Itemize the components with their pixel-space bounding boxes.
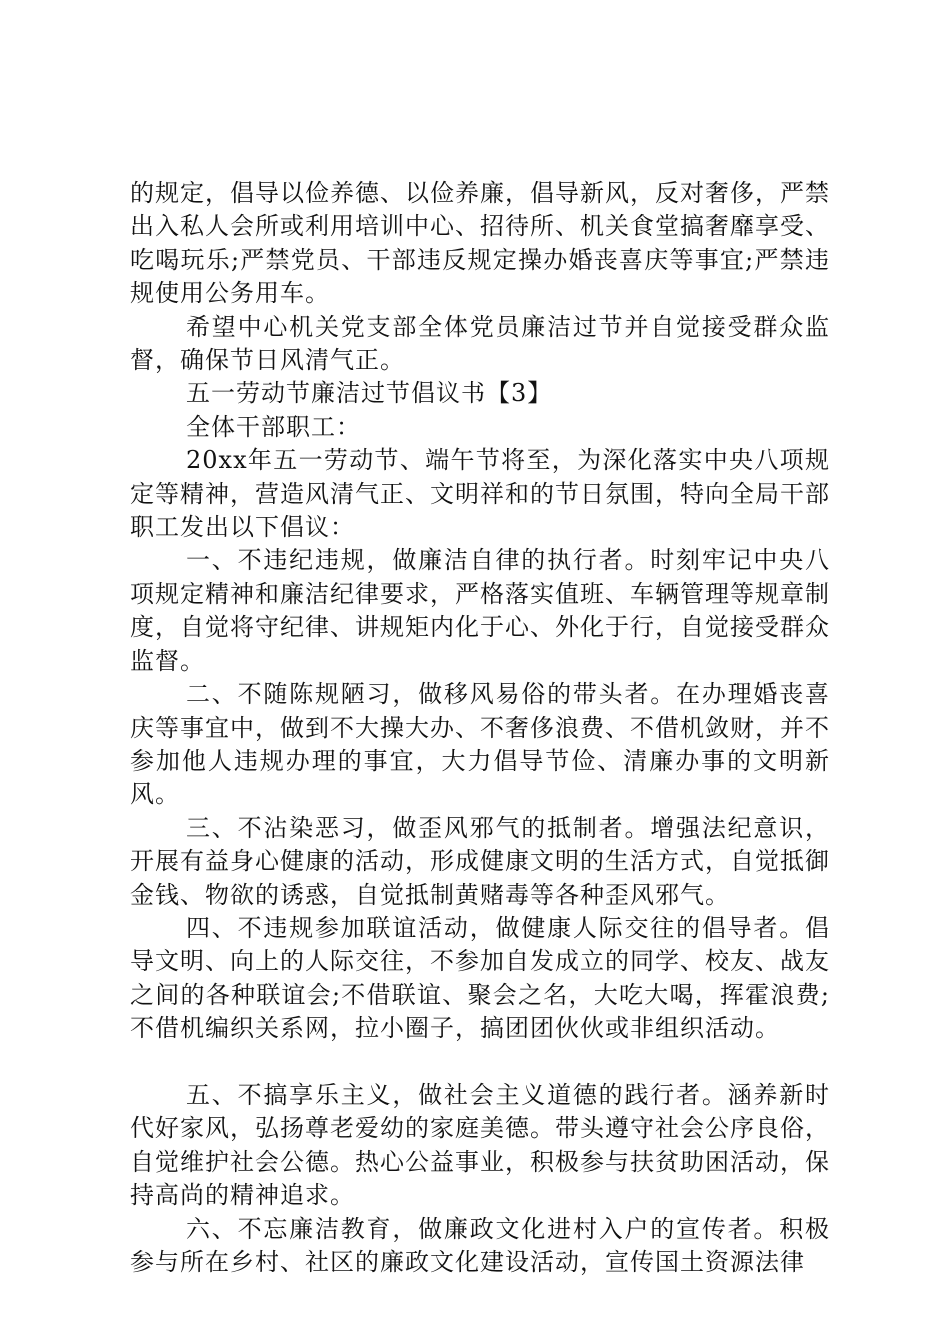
proposal-item-5: 五、不搞享乐主义，做社会主义道德的践行者。涵养新时代好家风，弘扬尊老爱幼的家庭美德。带头遵守社会公序良俗，自觉维护社会公德。热心公益事业，积极参与扶贫助困活动，保持高尚的精神追求。 — [130, 1080, 830, 1210]
document-body — [130, 177, 830, 1279]
paragraph-continuation: 的规定，倡导以俭养德、以俭养廉，倡导新风，反对奢侈，严禁出入私人会所或利用培训中心、招待所、机关食堂搞奢靡享受、吃喝玩乐;严禁党员、干部违反规定操办婚丧喜庆等事宜;严禁违规使用公务用车。 — [130, 179, 830, 308]
proposal-item-1: 一、不违纪违规，做廉洁自律的执行者。时刻牢记中央八项规定精神和廉洁纪律要求，严格落实值班、车辆管理等规章制度，自觉将守纪律、讲规矩内化于心、外化于行，自觉接受群众监督。 — [130, 546, 830, 675]
proposal-item-2: 二、不随陈规陋习，做移风易俗的带头者。在办理婚丧喜庆等事宜中，做到不大操大办、不奢侈浪费、不借机敛财，并不参加他人违规办理的事宜，大力倡导节俭、清廉办事的文明新风。 — [130, 680, 830, 809]
proposal-item-4: 四、不违规参加联谊活动，做健康人际交往的倡导者。倡导文明、向上的人际交往，不参加自发成立的同学、校友、战友之间的各种联谊会;不借联谊、聚会之名，大吃大喝，挥霍浪费;不借机编织关系网，拉小圈子，搞团团伙伙或非组织活动。 — [130, 913, 830, 1043]
paragraph-intro: 20xx年五一劳动节、端午节将至，为深化落实中央八项规定等精神，营造风清气正、文明祥和的节日氛围，特向全局干部职工发出以下倡议： — [130, 446, 830, 542]
proposal-item-6: 六、不忘廉洁教育，做廉政文化进村入户的宣传者。积极参与所在乡村、社区的廉政文化建设活动，宣传国土资源法律 — [130, 1214, 830, 1276]
paragraph-closing-wish: 希望中心机关党支部全体党员廉洁过节并自觉接受群众监督，确保节日风清气正。 — [130, 312, 830, 375]
salutation: 全体干部职工： — [186, 412, 361, 441]
blank-line — [130, 1046, 830, 1079]
section-heading: 五一劳动节廉洁过节倡议书【3】 — [186, 379, 553, 408]
proposal-item-3: 三、不沾染恶习，做歪风邪气的抵制者。增强法纪意识，开展有益身心健康的活动，形成健康文明的生活方式，自觉抵御金钱、物欲的诱惑，自觉抵制黄赌毒等各种歪风邪气。 — [130, 813, 830, 909]
